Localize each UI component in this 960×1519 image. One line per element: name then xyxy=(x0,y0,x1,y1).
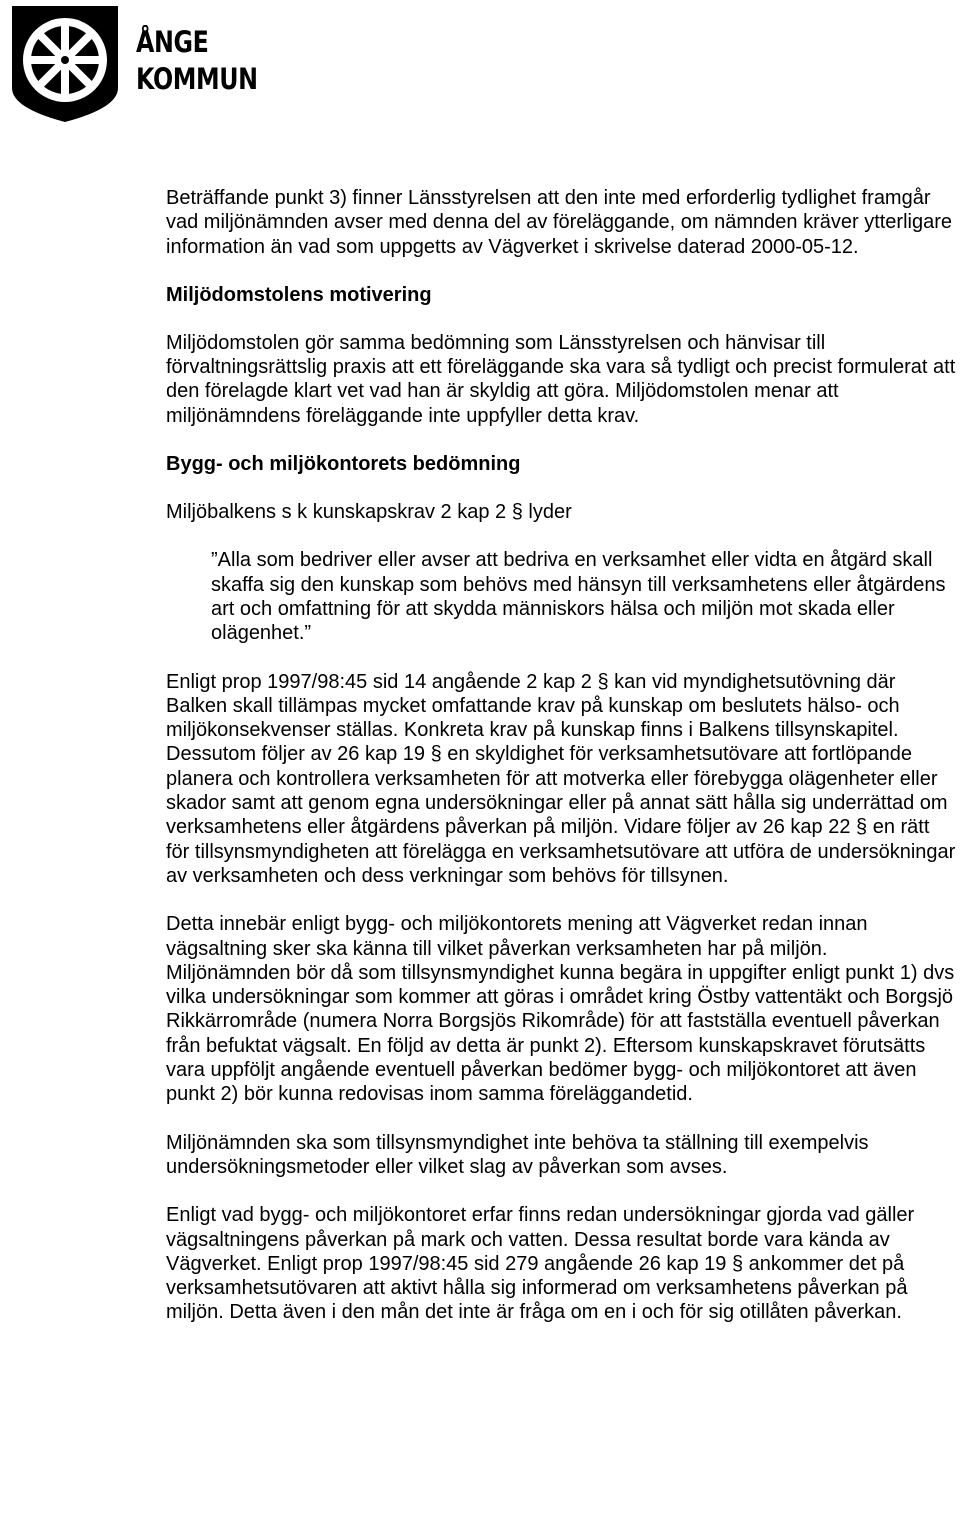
wheel-emblem-icon xyxy=(6,2,126,124)
paragraph-kunskapskrav-intro: Miljöbalkens s k kunskapskrav 2 kap 2 § lyder xyxy=(166,501,572,524)
paragraph-tillsynsmyndighet: Miljönämnden ska som tillsynsmyndighet inte behöva ta ställning till exempelvis undersökningsmetoder eller vilket slag av påverkan som avses. xyxy=(166,1131,869,1178)
heading-bygg-och-miljokontorets-bedomning: Bygg- och miljökontorets bedömning xyxy=(166,453,521,476)
quote-kunskapskrav: ”Alla som bedriver eller avser att bedriva en verksamhet eller vidta en åtgärd skall skaffa sig den kunskap som behövs med hänsyn till verksamhetens eller åtgärdens art och omfattning för att skydda människors hälsa och miljön mot skada eller olägenhet.” xyxy=(211,549,946,645)
paragraph-prop-1997-98-45: Enligt prop 1997/98:45 sid 14 angående 2 kap 2 § kan vid myndighetsutövning där Balken skall tillämpas mycket omfattande krav på kunskap om beslutets hälso- och miljökonsekvenser ställas. Konkreta krav på kunskap finns i Balkens tillsynskapitel. Dessutom följer av 26 kap 19 § en skyldighet för verksamhetsutövare att fortlöpande planera och kontrollera verksamheten för att motverka eller förebygga olägenheter eller skador samt att genom egna undersökningar eller på annat sätt hålla sig underrättad om verksamhetens eller åtgärdens påverkan på miljön. Vidare följer av 26 kap 22 § en rätt för tillsynsmyndigheten att förelägga en verksamhetsutövare att utföra de undersökningar av verksamheten och dess verkningar som behövs för tillsynen. xyxy=(166,670,956,887)
paragraph-detta-innebar: Detta innebär enligt bygg- och miljökontorets mening att Vägverket redan innan vägsaltning sker ska känna till vilket påverkan verksamheten har på miljön. Miljönämnden bör då som tillsynsmyndighet kunna begära in uppgifter enligt punkt 1) dvs vilka undersökningar som kommer att göras i området kring Östby vattentäkt och Borgsjö Rikkärrområde (numera Norra Borgsjös Rikområde) för att fastställa eventuell påverkan från befuktat vägsalt. En följd av detta är punkt 2). Eftersom kunskapskravet förutsätts vara uppföljt angående eventuell påverkan bedömer bygg- och miljökontoret att även punkt 2) bör kunna redovisas inom samma föreläggandetid. xyxy=(166,913,955,1106)
heading-miljodomstolens-motivering: Miljödomstolens motivering xyxy=(166,283,432,306)
document-body xyxy=(166,186,956,1325)
paragraph-undersokningar: Enligt vad bygg- och miljökontoret erfar finns redan undersökningar gjorda vad gäller vägsaltningens påverkan på mark och vatten. Dessa resultat borde vara kända av Vägverket. Enligt prop 1997/98:45 sid 279 angående 26 kap 19 § ankommer det på verksamhetsutövaren att aktivt hålla sig informerad om verksamhetens påverkan på miljön. Detta även i den mån det inte är fråga om en i och för sig otillåten påverkan. xyxy=(166,1204,915,1324)
logo-wordmark xyxy=(136,24,258,98)
paragraph-lansstyrelsen-point3: Beträffande punkt 3) finner Länsstyrelsen att den inte med erforderlig tydlighet framgår vad miljönämnden avser med denna del av föreläggande, om nämnden kräver ytterligare information än vad som uppgetts av Vägverket i skrivelse daterad 2000-05-12. xyxy=(166,187,953,258)
paragraph-miljodomstolen: Miljödomstolen gör samma bedömning som Länsstyrelsen och hänvisar till förvaltningsrättslig praxis att ett föreläggande ska vara så tydligt och precist formulerat att den förelagde klart vet vad han är skyldig att göra. Miljödomstolen menar att miljönämndens föreläggande inte uppfyller detta krav. xyxy=(166,331,956,427)
ange-kommun-logo xyxy=(6,2,258,126)
logo-line-ange: ÅNGE xyxy=(136,25,209,59)
logo-line-kommun: KOMMUN xyxy=(136,62,258,96)
